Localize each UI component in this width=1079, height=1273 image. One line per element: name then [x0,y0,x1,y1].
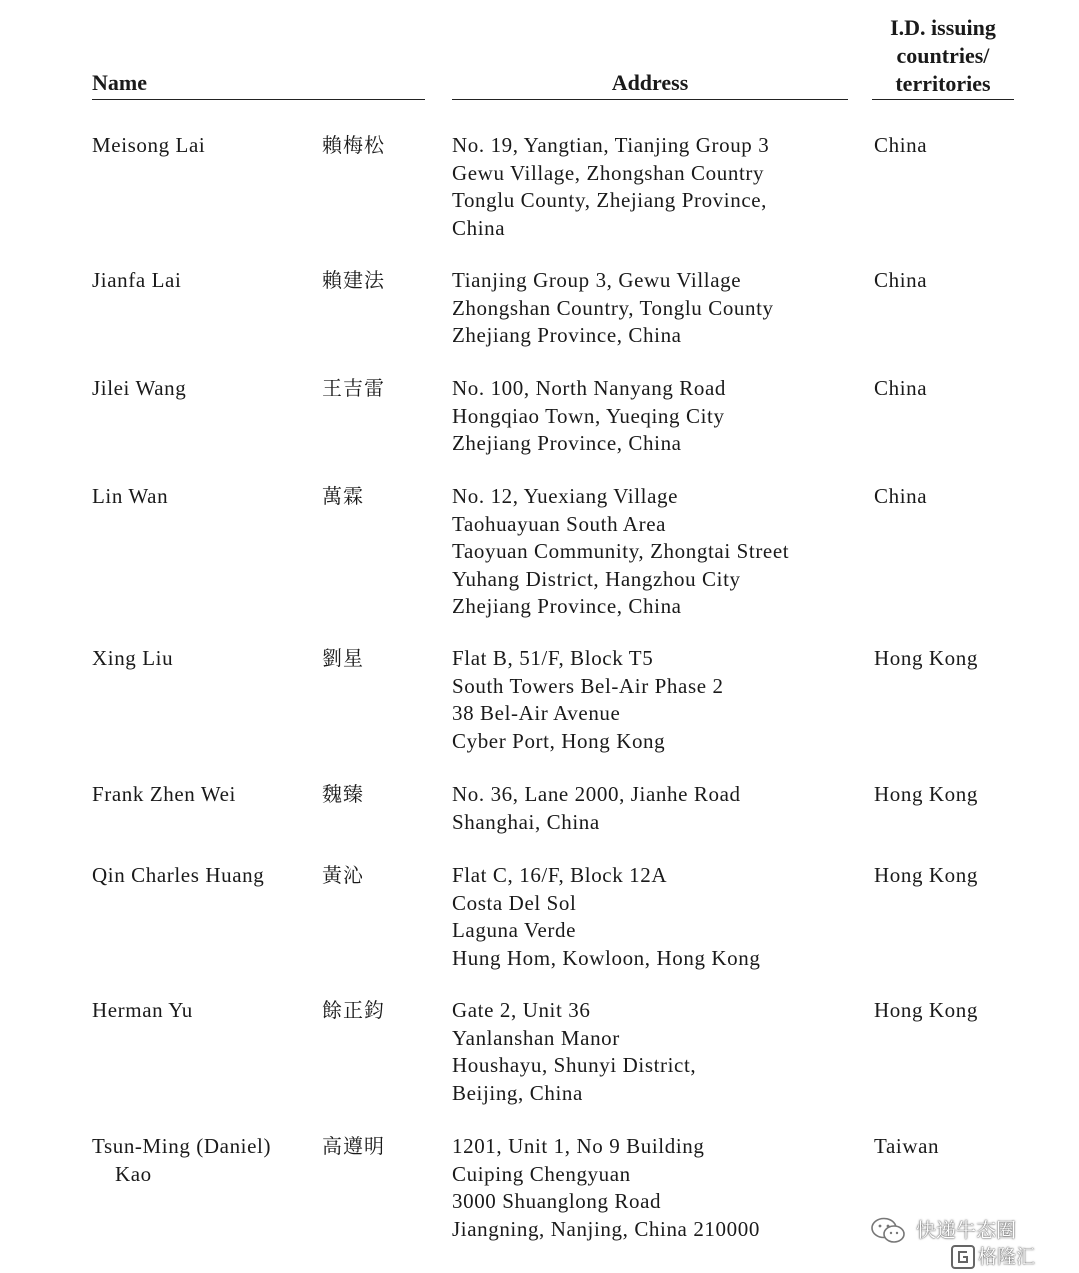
address-line: Tonglu County, Zhejiang Province, [452,188,768,212]
cell-country: Taiwan [874,1134,940,1158]
cell-address [452,645,872,755]
watermark-text-2: 格隆汇 [978,1246,1036,1268]
address-line: Beijing, China [452,1080,583,1105]
address-line: Zhongshan Country, Tonglu County [452,295,774,320]
header-id-line3: territories [895,71,991,96]
cell-name [92,862,307,890]
cell-address [452,862,872,972]
header-address: Address [611,70,689,95]
cell-country: Hong Kong [874,863,978,887]
cell-chinese-name: 王吉雷 [322,376,385,400]
cell-name [92,267,307,295]
cell-chinese-name: 魏臻 [322,782,364,806]
address-line: Yanlanshan Manor [452,1025,620,1050]
address-line: 38 Bel-Air Avenue [452,701,621,725]
name-line: Jianfa Lai [92,268,182,292]
name-line-continued: Kao [115,1161,152,1186]
cell-address [452,375,872,458]
address-line: Zhejiang Province, China [452,594,682,618]
header-id-line1: I.D. issuing [890,15,996,40]
cell-name [92,1133,307,1188]
cell-chinese-name: 餘正鈞 [322,998,385,1022]
name-line: Herman Yu [92,998,193,1022]
cell-country: China [874,376,928,400]
address-line: 3000 Shuanglong Road [452,1189,662,1213]
cell-chinese-name: 萬霖 [322,484,364,508]
cell-name [92,645,307,673]
cell-address [452,483,872,621]
name-line: Meisong Lai [92,133,206,157]
cell-address [452,781,872,836]
gelonghui-logo-icon [950,1244,976,1270]
header-rule-address [452,99,848,100]
address-line: 1201, Unit 1, No 9 Building [452,1134,705,1158]
cell-name [92,483,307,511]
address-line: Taoyuan Community, Zhongtai Street [452,539,790,563]
address-line: Zhejiang Province, China [452,431,682,455]
address-line: Flat B, 51/F, Block T5 [452,646,654,670]
address-line: Zhejiang Province, China [452,323,682,347]
header-rule-id [872,99,1014,100]
address-line: No. 36, Lane 2000, Jianhe Road [452,782,741,806]
cell-name [92,997,307,1025]
header-id-issuing [872,14,1014,98]
cell-address [452,1133,872,1243]
cell-country: Hong Kong [874,782,978,806]
address-line: Houshayu, Shunyi District, [452,1053,697,1077]
cell-address [452,267,872,350]
address-line: Laguna Verde [452,918,577,942]
cell-chinese-name: 黃沁 [322,863,364,887]
header-name: Name [92,70,147,95]
watermark-text-1: 快递牛态圈 [916,1218,1016,1242]
name-line: Frank Zhen Wei [92,782,236,806]
name-line: Jilei Wang [92,376,187,400]
cell-chinese-name: 賴梅松 [322,133,385,157]
address-line: Hongqiao Town, Yueqing City [452,403,725,428]
cell-chinese-name: 高遵明 [322,1134,385,1158]
watermark [866,1212,1076,1272]
name-line: Xing Liu [92,646,174,670]
cell-country: China [874,133,928,157]
cell-country: Hong Kong [874,646,978,670]
address-line: Gewu Village, Zhongshan Country [452,160,765,185]
address-line: Cuiping Chengyuan [452,1161,631,1186]
cell-name [92,132,307,160]
header-rule-name [92,99,425,100]
cell-country: Hong Kong [874,998,978,1022]
cell-name [92,781,307,809]
address-line: Cyber Port, Hong Kong [452,728,666,753]
address-line: Taohuayuan South Area [452,511,667,536]
address-line: Gate 2, Unit 36 [452,998,591,1022]
cell-chinese-name: 賴建法 [322,268,385,292]
address-line: Hung Hom, Kowloon, Hong Kong [452,945,761,970]
cell-country: China [874,268,928,292]
address-line: Yuhang District, Hangzhou City [452,566,741,591]
cell-name [92,375,307,403]
wechat-icon [870,1216,906,1246]
address-line: South Towers Bel-Air Phase 2 [452,673,724,698]
address-line: Flat C, 16/F, Block 12A [452,863,668,887]
address-line: Costa Del Sol [452,890,577,915]
address-line: Jiangning, Nanjing, China 210000 [452,1216,760,1241]
address-line: China [452,215,506,240]
cell-address [452,997,872,1107]
name-line: Qin Charles Huang [92,863,265,887]
address-line: No. 12, Yuexiang Village [452,484,679,508]
address-line: Tianjing Group 3, Gewu Village [452,268,742,292]
cell-chinese-name: 劉星 [322,646,364,670]
name-line: Tsun-Ming (Daniel) [92,1134,272,1158]
address-line: No. 19, Yangtian, Tianjing Group 3 [452,133,770,157]
cell-address [452,132,872,242]
cell-country: China [874,484,928,508]
address-line: Shanghai, China [452,809,600,834]
header-id-line2: countries/ [896,43,990,68]
name-line: Lin Wan [92,484,169,508]
address-line: No. 100, North Nanyang Road [452,376,726,400]
